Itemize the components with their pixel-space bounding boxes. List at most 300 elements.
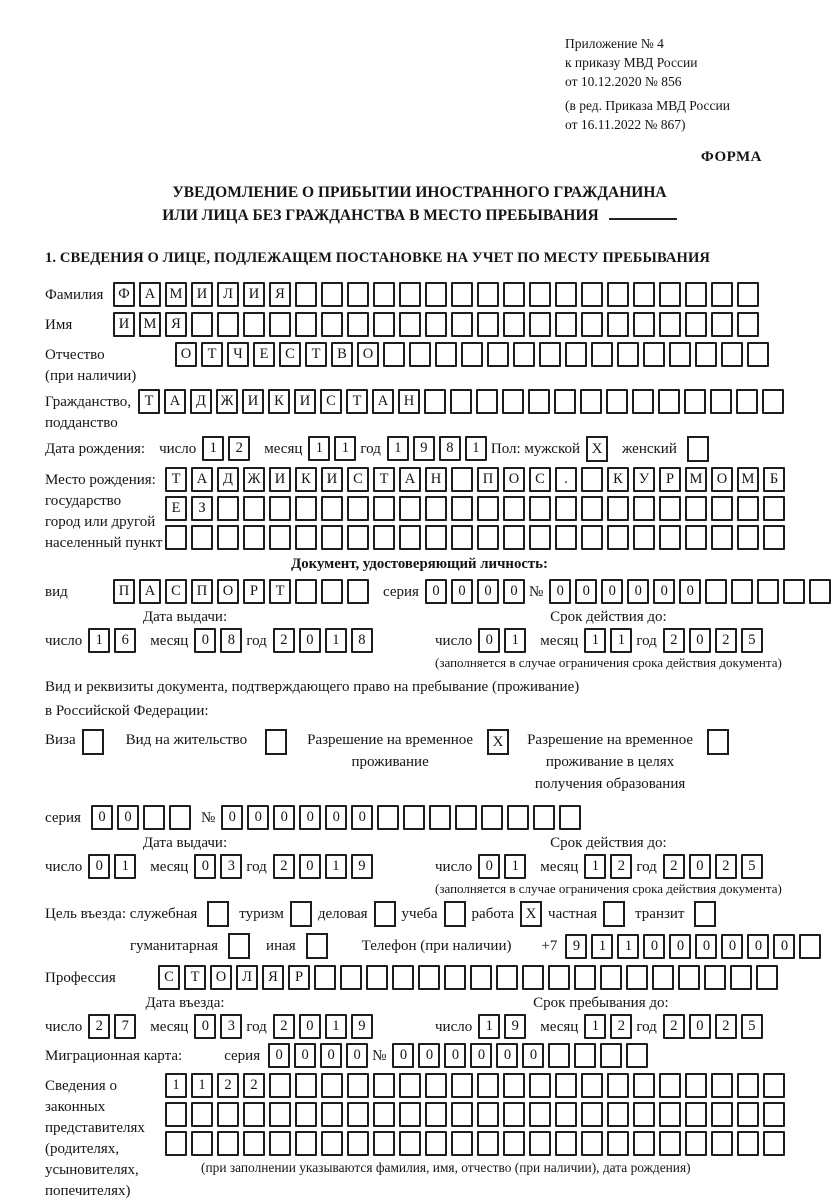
purpose-private-checkbox[interactable] — [603, 901, 625, 927]
char-box[interactable] — [502, 389, 524, 414]
purpose-work-checkbox[interactable]: X — [520, 901, 542, 927]
char-box[interactable] — [581, 1102, 603, 1127]
char-box[interactable] — [633, 312, 655, 337]
char-box[interactable]: Д — [217, 467, 239, 492]
char-box[interactable] — [503, 1073, 525, 1098]
char-box[interactable]: 9 — [351, 854, 373, 879]
char-box[interactable]: К — [268, 389, 290, 414]
char-box[interactable]: Ф — [113, 282, 135, 307]
char-box[interactable] — [747, 342, 769, 367]
char-box[interactable]: И — [294, 389, 316, 414]
char-box[interactable]: Я — [262, 965, 284, 990]
char-box[interactable] — [528, 389, 550, 414]
sex-male-checkbox[interactable]: X — [586, 436, 608, 462]
residence-permit-checkbox[interactable] — [265, 729, 287, 755]
char-box[interactable]: Т — [305, 342, 327, 367]
char-box[interactable] — [607, 525, 629, 550]
char-box[interactable] — [243, 1131, 265, 1156]
char-box[interactable]: У — [633, 467, 655, 492]
char-box[interactable] — [477, 496, 499, 521]
char-box[interactable] — [321, 579, 343, 604]
char-box[interactable]: С — [347, 467, 369, 492]
char-box[interactable]: М — [737, 467, 759, 492]
char-box[interactable] — [503, 312, 525, 337]
char-box[interactable] — [425, 525, 447, 550]
char-box[interactable]: 5 — [741, 854, 763, 879]
char-box[interactable] — [574, 965, 596, 990]
char-box[interactable]: 1 — [465, 436, 487, 461]
char-box[interactable] — [477, 1102, 499, 1127]
char-box[interactable] — [451, 525, 473, 550]
char-box[interactable] — [591, 342, 613, 367]
char-box[interactable] — [529, 1102, 551, 1127]
char-box[interactable] — [607, 496, 629, 521]
char-box[interactable] — [607, 1131, 629, 1156]
char-box[interactable] — [710, 389, 732, 414]
char-box[interactable] — [737, 312, 759, 337]
char-box[interactable]: Н — [425, 467, 447, 492]
temp-permit-checkbox[interactable]: X — [487, 729, 509, 755]
char-box[interactable] — [295, 312, 317, 337]
char-box[interactable]: 0 — [496, 1043, 518, 1068]
char-box[interactable] — [477, 1131, 499, 1156]
char-box[interactable]: 5 — [741, 628, 763, 653]
char-box[interactable]: П — [113, 579, 135, 604]
char-box[interactable] — [581, 282, 603, 307]
char-box[interactable]: Е — [253, 342, 275, 367]
char-box[interactable] — [581, 467, 603, 492]
char-box[interactable]: 6 — [114, 628, 136, 653]
char-box[interactable] — [652, 965, 674, 990]
char-box[interactable] — [522, 965, 544, 990]
char-box[interactable]: С — [279, 342, 301, 367]
char-box[interactable]: 1 — [610, 628, 632, 653]
char-box[interactable]: 2 — [663, 1014, 685, 1039]
char-box[interactable]: Д — [190, 389, 212, 414]
char-box[interactable]: 1 — [325, 854, 347, 879]
char-box[interactable]: В — [331, 342, 353, 367]
char-box[interactable] — [347, 525, 369, 550]
char-box[interactable]: 3 — [220, 854, 242, 879]
purpose-humanitarian-checkbox[interactable] — [228, 933, 250, 959]
char-box[interactable] — [685, 312, 707, 337]
char-box[interactable]: Т — [165, 467, 187, 492]
char-box[interactable] — [399, 1102, 421, 1127]
char-box[interactable]: Л — [217, 282, 239, 307]
char-box[interactable] — [477, 312, 499, 337]
char-box[interactable] — [756, 965, 778, 990]
char-box[interactable] — [165, 1131, 187, 1156]
char-box[interactable] — [321, 1102, 343, 1127]
char-box[interactable]: 2 — [715, 1014, 737, 1039]
purpose-transit-checkbox[interactable] — [694, 901, 716, 927]
char-box[interactable] — [243, 525, 265, 550]
char-box[interactable] — [451, 496, 473, 521]
char-box[interactable] — [711, 312, 733, 337]
char-box[interactable] — [347, 282, 369, 307]
char-box[interactable] — [451, 1073, 473, 1098]
char-box[interactable] — [425, 282, 447, 307]
char-box[interactable]: 0 — [503, 579, 525, 604]
char-box[interactable]: 1 — [165, 1073, 187, 1098]
char-box[interactable]: 0 — [689, 628, 711, 653]
char-box[interactable] — [295, 579, 317, 604]
char-box[interactable] — [736, 389, 758, 414]
char-box[interactable]: 0 — [689, 854, 711, 879]
char-box[interactable] — [581, 525, 603, 550]
char-box[interactable]: 0 — [575, 579, 597, 604]
char-box[interactable] — [555, 282, 577, 307]
char-box[interactable]: А — [372, 389, 394, 414]
char-box[interactable]: 0 — [451, 579, 473, 604]
char-box[interactable] — [373, 525, 395, 550]
char-box[interactable] — [347, 1131, 369, 1156]
char-box[interactable] — [165, 1102, 187, 1127]
char-box[interactable]: 0 — [679, 579, 701, 604]
char-box[interactable]: 2 — [228, 436, 250, 461]
char-box[interactable]: 1 — [504, 854, 526, 879]
char-box[interactable]: 0 — [268, 1043, 290, 1068]
char-box[interactable] — [470, 965, 492, 990]
char-box[interactable] — [321, 1073, 343, 1098]
char-box[interactable] — [607, 1073, 629, 1098]
char-box[interactable] — [399, 312, 421, 337]
char-box[interactable]: 0 — [194, 628, 216, 653]
char-box[interactable] — [659, 1131, 681, 1156]
char-box[interactable] — [217, 1102, 239, 1127]
char-box[interactable]: Т — [373, 467, 395, 492]
char-box[interactable] — [451, 312, 473, 337]
char-box[interactable] — [217, 525, 239, 550]
char-box[interactable]: О — [357, 342, 379, 367]
char-box[interactable]: 0 — [695, 934, 717, 959]
char-box[interactable]: 0 — [773, 934, 795, 959]
char-box[interactable]: 1 — [114, 854, 136, 879]
char-box[interactable]: . — [555, 467, 577, 492]
purpose-other-checkbox[interactable] — [306, 933, 328, 959]
char-box[interactable] — [529, 1073, 551, 1098]
char-box[interactable] — [269, 312, 291, 337]
char-box[interactable] — [658, 389, 680, 414]
char-box[interactable] — [169, 805, 191, 830]
char-box[interactable]: 0 — [689, 1014, 711, 1039]
char-box[interactable] — [633, 1102, 655, 1127]
char-box[interactable]: К — [607, 467, 629, 492]
char-box[interactable] — [559, 805, 581, 830]
char-box[interactable] — [392, 965, 414, 990]
char-box[interactable] — [399, 1131, 421, 1156]
char-box[interactable]: 2 — [610, 1014, 632, 1039]
char-box[interactable]: 2 — [273, 628, 295, 653]
char-box[interactable] — [399, 525, 421, 550]
char-box[interactable]: 0 — [669, 934, 691, 959]
char-box[interactable] — [763, 1073, 785, 1098]
purpose-study-checkbox[interactable] — [444, 901, 466, 927]
char-box[interactable] — [269, 525, 291, 550]
char-box[interactable] — [555, 1102, 577, 1127]
char-box[interactable]: 2 — [88, 1014, 110, 1039]
char-box[interactable] — [737, 496, 759, 521]
char-box[interactable]: О — [711, 467, 733, 492]
char-box[interactable] — [763, 1131, 785, 1156]
char-box[interactable] — [295, 496, 317, 521]
char-box[interactable] — [539, 342, 561, 367]
char-box[interactable]: С — [529, 467, 551, 492]
char-box[interactable]: 2 — [715, 854, 737, 879]
char-box[interactable] — [513, 342, 535, 367]
char-box[interactable] — [555, 1073, 577, 1098]
char-box[interactable] — [705, 579, 727, 604]
char-box[interactable] — [529, 312, 551, 337]
char-box[interactable] — [496, 965, 518, 990]
char-box[interactable] — [321, 525, 343, 550]
purpose-official-checkbox[interactable] — [207, 901, 229, 927]
char-box[interactable]: 1 — [617, 934, 639, 959]
char-box[interactable] — [633, 525, 655, 550]
char-box[interactable]: И — [269, 467, 291, 492]
char-box[interactable] — [607, 312, 629, 337]
char-box[interactable]: 0 — [247, 805, 269, 830]
char-box[interactable] — [581, 312, 603, 337]
char-box[interactable]: 0 — [320, 1043, 342, 1068]
char-box[interactable] — [555, 1131, 577, 1156]
char-box[interactable]: Т — [184, 965, 206, 990]
char-box[interactable] — [399, 1073, 421, 1098]
char-box[interactable]: 0 — [273, 805, 295, 830]
char-box[interactable]: Р — [659, 467, 681, 492]
char-box[interactable] — [418, 965, 440, 990]
char-box[interactable] — [321, 1131, 343, 1156]
char-box[interactable] — [477, 282, 499, 307]
char-box[interactable] — [678, 965, 700, 990]
char-box[interactable] — [366, 965, 388, 990]
char-box[interactable] — [554, 389, 576, 414]
char-box[interactable] — [659, 312, 681, 337]
char-box[interactable] — [565, 342, 587, 367]
char-box[interactable] — [476, 389, 498, 414]
char-box[interactable]: 2 — [715, 628, 737, 653]
char-box[interactable] — [347, 1073, 369, 1098]
char-box[interactable] — [383, 342, 405, 367]
char-box[interactable] — [191, 312, 213, 337]
char-box[interactable]: 0 — [418, 1043, 440, 1068]
char-box[interactable] — [721, 342, 743, 367]
char-box[interactable]: 2 — [243, 1073, 265, 1098]
char-box[interactable]: 0 — [194, 854, 216, 879]
char-box[interactable]: 0 — [299, 805, 321, 830]
char-box[interactable] — [711, 282, 733, 307]
char-box[interactable]: 0 — [721, 934, 743, 959]
char-box[interactable] — [607, 282, 629, 307]
char-box[interactable] — [295, 282, 317, 307]
char-box[interactable]: 0 — [478, 628, 500, 653]
char-box[interactable]: М — [685, 467, 707, 492]
char-box[interactable] — [477, 525, 499, 550]
char-box[interactable] — [685, 1131, 707, 1156]
char-box[interactable]: 0 — [643, 934, 665, 959]
char-box[interactable] — [321, 312, 343, 337]
purpose-tourism-checkbox[interactable] — [290, 901, 312, 927]
char-box[interactable] — [626, 965, 648, 990]
char-box[interactable]: О — [210, 965, 232, 990]
char-box[interactable] — [373, 1131, 395, 1156]
char-box[interactable]: И — [242, 389, 264, 414]
char-box[interactable]: 0 — [478, 854, 500, 879]
char-box[interactable] — [451, 1102, 473, 1127]
char-box[interactable] — [711, 1131, 733, 1156]
char-box[interactable] — [503, 1131, 525, 1156]
char-box[interactable]: 1 — [334, 436, 356, 461]
visa-checkbox[interactable] — [82, 729, 104, 755]
char-box[interactable] — [191, 1102, 213, 1127]
char-box[interactable] — [373, 1102, 395, 1127]
char-box[interactable]: 0 — [522, 1043, 544, 1068]
char-box[interactable] — [425, 1102, 447, 1127]
char-box[interactable] — [487, 342, 509, 367]
char-box[interactable]: 0 — [325, 805, 347, 830]
char-box[interactable]: 0 — [221, 805, 243, 830]
char-box[interactable] — [373, 1073, 395, 1098]
char-box[interactable] — [548, 1043, 570, 1068]
char-box[interactable] — [373, 312, 395, 337]
char-box[interactable] — [762, 389, 784, 414]
char-box[interactable] — [347, 1102, 369, 1127]
char-box[interactable] — [659, 1073, 681, 1098]
char-box[interactable] — [731, 579, 753, 604]
char-box[interactable]: 0 — [194, 1014, 216, 1039]
char-box[interactable]: 9 — [504, 1014, 526, 1039]
char-box[interactable] — [685, 525, 707, 550]
char-box[interactable]: 0 — [299, 854, 321, 879]
char-box[interactable] — [295, 525, 317, 550]
char-box[interactable]: 1 — [325, 628, 347, 653]
char-box[interactable] — [444, 965, 466, 990]
char-box[interactable]: Т — [346, 389, 368, 414]
char-box[interactable] — [711, 496, 733, 521]
char-box[interactable]: 0 — [653, 579, 675, 604]
char-box[interactable] — [461, 342, 483, 367]
char-box[interactable] — [763, 496, 785, 521]
char-box[interactable]: 2 — [273, 1014, 295, 1039]
char-box[interactable]: 0 — [91, 805, 113, 830]
char-box[interactable]: Ж — [216, 389, 238, 414]
char-box[interactable] — [269, 496, 291, 521]
char-box[interactable] — [643, 342, 665, 367]
char-box[interactable]: 1 — [387, 436, 409, 461]
char-box[interactable] — [477, 1073, 499, 1098]
char-box[interactable] — [269, 1131, 291, 1156]
char-box[interactable]: 9 — [565, 934, 587, 959]
char-box[interactable] — [399, 496, 421, 521]
char-box[interactable]: 0 — [425, 579, 447, 604]
char-box[interactable]: М — [139, 312, 161, 337]
char-box[interactable]: О — [175, 342, 197, 367]
char-box[interactable]: А — [399, 467, 421, 492]
sex-female-checkbox[interactable] — [687, 436, 709, 462]
char-box[interactable]: Т — [269, 579, 291, 604]
char-box[interactable]: 1 — [191, 1073, 213, 1098]
char-box[interactable]: 1 — [88, 628, 110, 653]
char-box[interactable]: Я — [165, 312, 187, 337]
char-box[interactable] — [529, 525, 551, 550]
char-box[interactable]: 0 — [747, 934, 769, 959]
char-box[interactable] — [626, 1043, 648, 1068]
char-box[interactable] — [503, 1102, 525, 1127]
char-box[interactable]: Б — [763, 467, 785, 492]
char-box[interactable] — [451, 282, 473, 307]
char-box[interactable]: И — [321, 467, 343, 492]
char-box[interactable] — [295, 1073, 317, 1098]
char-box[interactable] — [217, 1131, 239, 1156]
char-box[interactable] — [529, 282, 551, 307]
char-box[interactable] — [659, 496, 681, 521]
char-box[interactable] — [737, 525, 759, 550]
char-box[interactable]: Я — [269, 282, 291, 307]
char-box[interactable] — [809, 579, 831, 604]
char-box[interactable] — [451, 467, 473, 492]
char-box[interactable]: 0 — [549, 579, 571, 604]
char-box[interactable]: О — [217, 579, 239, 604]
char-box[interactable] — [617, 342, 639, 367]
char-box[interactable] — [347, 312, 369, 337]
char-box[interactable]: 0 — [351, 805, 373, 830]
char-box[interactable] — [269, 1073, 291, 1098]
char-box[interactable]: И — [191, 282, 213, 307]
char-box[interactable]: 0 — [477, 579, 499, 604]
char-box[interactable] — [243, 496, 265, 521]
char-box[interactable]: 0 — [392, 1043, 414, 1068]
char-box[interactable] — [425, 1073, 447, 1098]
char-box[interactable] — [685, 1073, 707, 1098]
char-box[interactable] — [580, 389, 602, 414]
char-box[interactable] — [347, 496, 369, 521]
char-box[interactable]: П — [191, 579, 213, 604]
char-box[interactable] — [191, 1131, 213, 1156]
char-box[interactable]: 8 — [439, 436, 461, 461]
edu-permit-checkbox[interactable] — [707, 729, 729, 755]
char-box[interactable] — [685, 1102, 707, 1127]
char-box[interactable]: 0 — [444, 1043, 466, 1068]
char-box[interactable] — [403, 805, 425, 830]
char-box[interactable] — [399, 282, 421, 307]
char-box[interactable] — [451, 1131, 473, 1156]
char-box[interactable]: 0 — [601, 579, 623, 604]
char-box[interactable] — [165, 525, 187, 550]
char-box[interactable] — [763, 525, 785, 550]
char-box[interactable] — [425, 1131, 447, 1156]
char-box[interactable] — [503, 282, 525, 307]
char-box[interactable] — [314, 965, 336, 990]
char-box[interactable]: Т — [138, 389, 160, 414]
char-box[interactable] — [632, 389, 654, 414]
char-box[interactable] — [685, 496, 707, 521]
char-box[interactable]: С — [165, 579, 187, 604]
char-box[interactable]: 2 — [217, 1073, 239, 1098]
char-box[interactable]: 9 — [351, 1014, 373, 1039]
char-box[interactable] — [659, 1102, 681, 1127]
char-box[interactable] — [581, 1073, 603, 1098]
char-box[interactable]: 8 — [220, 628, 242, 653]
char-box[interactable] — [607, 1102, 629, 1127]
char-box[interactable]: 0 — [299, 1014, 321, 1039]
char-box[interactable]: 2 — [610, 854, 632, 879]
purpose-business-checkbox[interactable] — [374, 901, 396, 927]
char-box[interactable] — [600, 965, 622, 990]
char-box[interactable] — [217, 312, 239, 337]
char-box[interactable] — [243, 1102, 265, 1127]
char-box[interactable] — [633, 282, 655, 307]
char-box[interactable]: 0 — [299, 628, 321, 653]
